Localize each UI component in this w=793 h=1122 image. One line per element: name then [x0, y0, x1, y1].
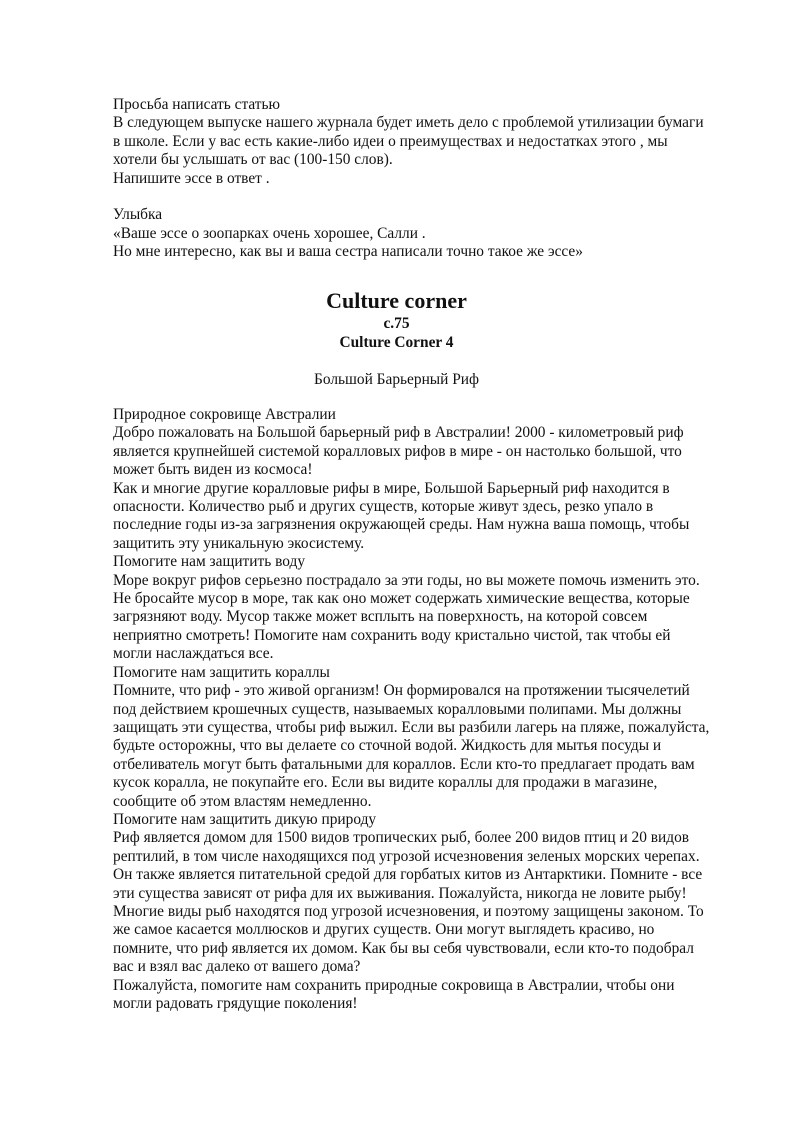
article-line: защищать эти существа, чтобы риф выжил. Если вы разбили лагерь на пляже, пожалуйста,	[113, 718, 710, 736]
smile-line: Но мне интересно, как вы и ваша сестра написали точно такое же эссе»	[113, 243, 583, 261]
article-line: эти существа зависят от рифа для их выживания. Пожалуйста, никогда не ловите рыбу!	[113, 884, 687, 902]
section-page: c.75	[383, 315, 410, 332]
article-line: Риф является домом для 1500 видов тропических рыб, более 200 видов птиц и 20 видов	[113, 829, 690, 847]
article-line: вас и взял вас далеко от вашего дома?	[113, 958, 361, 976]
article-line: опасности. Количество рыб и других существ, которые живут здесь, резко упало в	[113, 498, 654, 516]
article-line: неприятно смотреть! Помогите нам сохранить воду кристально чистой, так чтобы ей	[113, 626, 671, 644]
request-line: В следующем выпуске нашего журнала будет иметь дело с проблемой утилизации бумаги	[113, 114, 704, 132]
article-line: защитить эту уникальную экосистему.	[113, 534, 365, 552]
article-line: Помогите нам защитить кораллы	[113, 663, 330, 681]
smile-line: «Ваше эссе о зоопарках очень хорошее, Салли .	[113, 224, 426, 242]
article-line: сообщите об этом властям немедленно.	[113, 792, 372, 810]
article-line: Не бросайте мусор в море, так как оно может содержать химические вещества, которые	[113, 590, 690, 608]
article-line: кусок коралла, не покупайте его. Если вы видите кораллы для продажи в магазине,	[113, 774, 658, 792]
article-line: помните, что риф является их домом. Как бы вы себя чувствовали, если кто-то подобрал	[113, 939, 694, 957]
section-subtitle: Culture Corner 4	[339, 334, 454, 351]
request-heading: Просьба написать статью	[113, 96, 281, 113]
article-body	[113, 406, 743, 1013]
article-line: рептилий, в том числе находящихся под угрозой исчезновения зеленых морских черепах.	[113, 847, 700, 865]
article-line: будьте осторожны, что вы делаете со сточной водой. Жидкость для мытья посуды и	[113, 737, 662, 755]
article-line: Пожалуйста, помогите нам сохранить природные сокровища в Австралии, чтобы они	[113, 976, 675, 994]
article-line: Многие виды рыб находятся под угрозой исчезновения, и поэтому защищены законом. То	[113, 902, 704, 920]
smile-heading: Улыбка	[113, 206, 163, 224]
article-line: последние годы из-за загрязнения окружающей среды. Нам нужна ваша помощь, чтобы	[113, 516, 690, 534]
request-line: хотели бы услышать от вас (100-150 слов).	[113, 151, 393, 169]
section-title: Culture corner	[326, 288, 467, 313]
article-line: Добро пожаловать на Большой барьерный риф в Австралии! 2000 - километровый риф	[113, 424, 684, 442]
article-line: Помните, что риф - это живой организм! Он формировался на протяжении тысячелетий	[113, 682, 690, 700]
article-line: могли радовать грядущие поколения!	[113, 995, 358, 1012]
request-section	[113, 96, 743, 262]
article-line: же самое касается моллюсков и других существ. Они могут выглядеть красиво, но	[113, 921, 655, 939]
article-line: Природное сокровище Австралии	[113, 406, 336, 423]
article-line: могли наслаждаться все.	[113, 645, 274, 663]
article-title: Большой Барьерный Риф	[314, 371, 479, 388]
article-line: Помогите нам защитить воду	[113, 553, 306, 571]
article-line: Море вокруг рифов серьезно пострадало за эти годы, но вы можете помочь изменить это.	[113, 571, 700, 589]
article-line: Как и многие другие коралловые рифы в мире, Большой Барьерный риф находится в	[113, 479, 670, 497]
article-line: загрязняют воду. Мусор также может всплыть на поверхность, на которой совсем	[113, 608, 648, 626]
article-line: отбеливатель могут быть фатальными для кораллов. Если кто-то предлагает продать вам	[113, 755, 695, 773]
article-line: Помогите нам защитить дикую природу	[113, 810, 377, 828]
article-line: является крупнейшей системой коралловых рифов в мире - он настолько большой, что	[113, 442, 682, 460]
article-line: под действием крошечных существ, называемых коралловыми полипами. Мы должны	[113, 700, 682, 718]
request-line: в школе. Если у вас есть какие-либо идеи о преимуществах и недостатках этого , мы	[113, 132, 668, 150]
section-header	[0, 288, 793, 352]
article-line: может быть виден из космоса!	[113, 461, 313, 479]
request-line: Напишите эссе в ответ .	[113, 169, 270, 187]
article-line: Он также является питательной средой для горбатых китов из Антарктики. Помните - все	[113, 866, 703, 884]
